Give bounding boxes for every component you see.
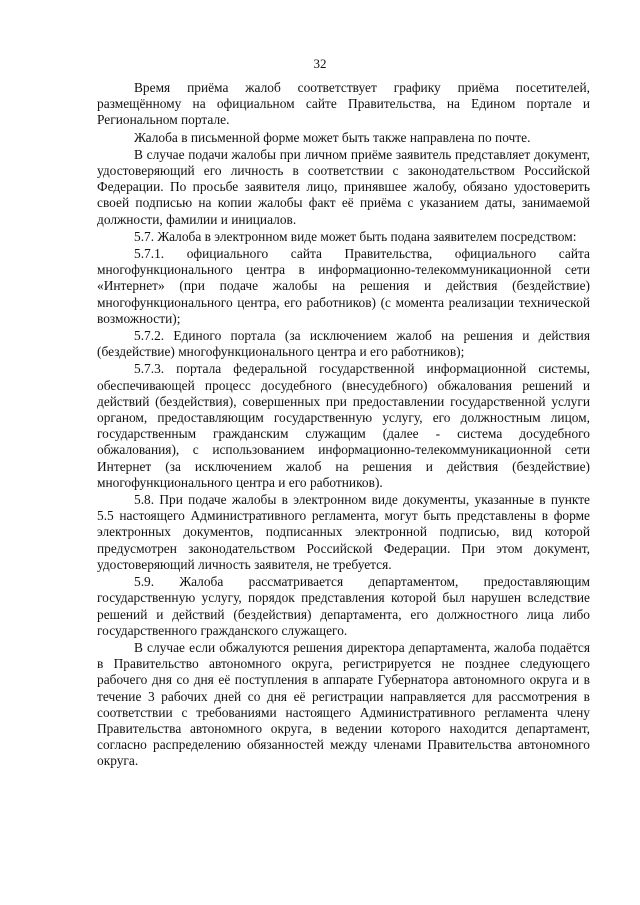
paragraph-5-7-2: 5.7.2. Единого портала (за исключением жалоб на решения и действия (бездействие) многофункционального центра и его работников); [97,328,590,360]
paragraph-personal-reception: В случае подачи жалобы при личном приёме заявитель представляет документ, удостоверяющий его личность в соответствии с законодательством Российской Федерации. По просьбе заявителя лицо, принявшее жалобу, обязано удостоверить своей подписью на копии жалобы факт её приёма с указанием даты, занимаемой должности, фамилии и инициалов. [97,146,590,227]
paragraph-5-7-1: 5.7.1. официального сайта Правительства, официального сайта многофункционального центра в информационно-телекоммуникационной сети «Интернет» (при подаче жалобы на решения и действия (бездействие) многофункционального центра, его работников) (с момента реализации технической возможности); [97,246,590,326]
paragraph-5-7: 5.7. Жалоба в электронном виде может быть подана заявителем посредством: [134,228,577,244]
paragraph-by-mail: Жалоба в письменной форме может быть также направлена по почте. [134,129,531,145]
paragraph-5-8: 5.8. При подаче жалобы в электронном виде документы, указанные в пункте 5.5 настоящего Административного регламента, могут быть представлены в форме электронных документов, подписанных электронной подписью, вид которой предусмотрен законодательством Российской Федерации. При этом документ, удостоверяющий личность заявителя, не требуется. [97,492,590,572]
page-number: 32 [313,56,327,71]
document-body [97,80,590,770]
paragraph-director-complaint: В случае если обжалуются решения директора департамента, жалоба подаётся в Правительство автономного округа, регистрируется не позднее следующего рабочего дня со дня её поступления в аппарате Губернатора автономного округа и в течение 3 рабочих дней со дня её регистрации направляется для рассмотрения в соответствии с требованиями настоящего Административного регламента члену Правительства автономного округа, в ведении которого находится департамент, согласно распределению обязанностей между членами Правительства автономного округа. [97,639,590,769]
paragraph-5-9: 5.9. Жалоба рассматривается департаментом, предоставляющим государственную услугу, порядок представления которой был нарушен вследствие решений и действий (бездействия) департамента, его должностного лица либо государственного гражданского служащего. [97,574,590,638]
paragraph-reception-time: Время приёма жалоб соответствует графику приёма посетителей, размещённому на официальном сайте Правительства, на Едином портале и Региональном портале. [97,80,590,128]
paragraph-5-7-3: 5.7.3. портала федеральной государственной информационной системы, обеспечивающей процесс досудебного (внесудебного) обжалования решений и действий (бездействия), совершенных при предоставлении государственной услуги органом, предоставляющим государственную услугу, его должностным лицом, государственным гражданским служащим (далее - система досудебного обжалования), с использованием информационно-телекоммуникационной сети Интернет (за исключением жалоб на решения и действия (бездействие) многофункционального центра и его работников). [97,361,590,490]
